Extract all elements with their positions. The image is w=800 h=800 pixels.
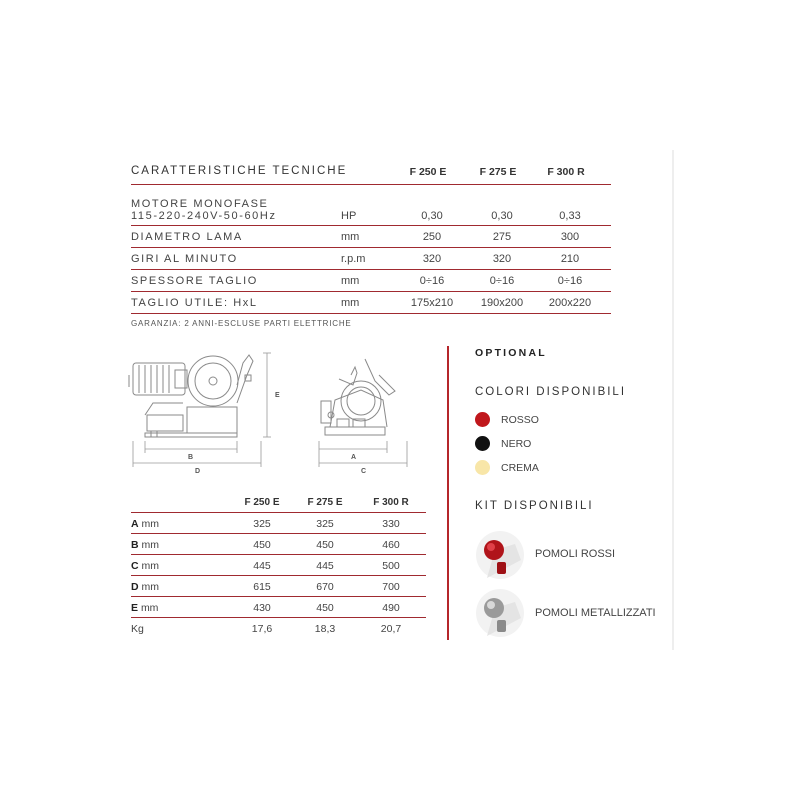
spec-value: 0,30 (491, 210, 513, 222)
spec-value: 0÷16 (557, 275, 583, 287)
spec-row-thickness (131, 270, 611, 292)
dim-value: 490 (382, 602, 400, 614)
spec-row-unit: mm (341, 297, 360, 309)
dim-value: 430 (253, 602, 271, 614)
spec-row-unit: mm (341, 231, 360, 243)
dimensions-header (131, 494, 426, 512)
kits-title: KIT DISPONIBILI (475, 500, 594, 512)
spec-row-label: MOTORE MONOFASE (131, 198, 269, 210)
technical-specs-table (131, 160, 611, 314)
dim-value: 18,3 (314, 623, 336, 635)
dimension-label-a: A (351, 454, 357, 461)
dimension-label-d: D (195, 468, 201, 475)
spec-row-unit: HP (341, 210, 357, 222)
dim-value: 325 (253, 518, 271, 530)
dim-row-label: B mm (131, 539, 160, 551)
spec-value: 275 (492, 231, 512, 243)
dim-value: 17,6 (251, 623, 273, 635)
spec-value: 0÷16 (419, 275, 445, 287)
dim-model-f275e: F 275 E (307, 497, 343, 508)
dim-row-e (131, 597, 426, 618)
dim-row-label: Kg (131, 623, 144, 635)
dim-row-label: E mm (131, 602, 159, 614)
dimension-label-c: C (361, 468, 367, 475)
spec-row-cut (131, 292, 611, 314)
dim-row-c (131, 555, 426, 576)
dim-value: 330 (382, 518, 400, 530)
spec-model-f275e: F 275 E (479, 166, 517, 178)
dim-row-label: C mm (131, 560, 160, 572)
dim-value: 450 (253, 539, 271, 551)
spec-row-sublabel: 115-220-240V-50-60Hz (131, 210, 277, 222)
dim-row-d (131, 576, 426, 597)
dim-model-f250e: F 250 E (244, 497, 280, 508)
spec-value: 190x200 (480, 297, 524, 309)
spec-row-label: GIRI AL MINUTO (131, 253, 238, 265)
color-label-black: NERO (501, 438, 532, 450)
spec-value: 175x210 (410, 297, 454, 309)
color-swatch-red[interactable] (475, 412, 490, 427)
dim-model-f300r: F 300 R (373, 497, 409, 508)
colors-title: COLORI DISPONIBILI (475, 386, 627, 398)
spec-row-unit: mm (341, 275, 360, 287)
dim-value: 460 (382, 539, 400, 551)
spec-value: 0,30 (421, 210, 443, 222)
specs-title: CARATTERISTICHE TECNICHE (131, 165, 348, 177)
spec-row-label: TAGLIO UTILE: HxL (131, 297, 258, 309)
optional-title: OPTIONAL (475, 347, 547, 359)
spec-row-motor (131, 184, 611, 226)
slicer-side-view (321, 359, 395, 435)
dim-value: 500 (382, 560, 400, 572)
warranty-note: GARANZIA: 2 ANNI-ESCLUSE PARTI ELETTRICHE (131, 319, 352, 328)
dim-value: 700 (382, 581, 400, 593)
section-divider (447, 346, 449, 640)
dim-value: 615 (253, 581, 271, 593)
spec-row-rpm (131, 248, 611, 270)
dim-value: 445 (253, 560, 271, 572)
spec-value: 210 (560, 253, 580, 265)
dim-row-label: A mm (131, 518, 160, 530)
spec-value: 320 (422, 253, 442, 265)
slicer-front-view (129, 355, 253, 437)
dimensions-table (131, 494, 426, 638)
spec-value: 0,33 (559, 210, 581, 222)
spec-row-label: SPESSORE TAGLIO (131, 275, 258, 287)
dim-row-weight (131, 618, 426, 638)
spec-value: 250 (422, 231, 442, 243)
red-knob-icon[interactable] (475, 530, 525, 580)
dim-value: 450 (316, 539, 334, 551)
dimension-label-e: E (275, 392, 280, 399)
dimension-label-b: B (188, 454, 194, 461)
specs-header (131, 160, 611, 184)
metal-knob-icon[interactable] (475, 588, 525, 638)
dim-value: 445 (316, 560, 334, 572)
kit-label-metal-knobs: POMOLI METALLIZZATI (535, 607, 656, 619)
dim-value: 20,7 (380, 623, 402, 635)
spec-value: 0÷16 (489, 275, 515, 287)
dim-row-label: D mm (131, 581, 160, 593)
spec-row-blade (131, 226, 611, 248)
dim-value: 670 (316, 581, 334, 593)
kit-label-red-knobs: POMOLI ROSSI (535, 548, 616, 560)
dim-value: 325 (316, 518, 334, 530)
color-swatch-cream[interactable] (475, 460, 490, 475)
dim-row-b (131, 534, 426, 555)
color-label-cream: CREMA (501, 462, 539, 474)
dim-value: 450 (316, 602, 334, 614)
spec-value: 320 (492, 253, 512, 265)
dim-row-a (131, 512, 426, 534)
spec-row-unit: r.p.m (341, 253, 366, 265)
slicer-technical-drawing (125, 345, 430, 480)
page-edge-shade (672, 150, 674, 650)
color-swatch-black[interactable] (475, 436, 490, 451)
color-label-red: ROSSO (501, 414, 539, 426)
spec-model-f300r: F 300 R (547, 166, 585, 178)
spec-row-label: DIAMETRO LAMA (131, 231, 243, 243)
spec-value: 300 (560, 231, 580, 243)
spec-model-f250e: F 250 E (409, 166, 447, 178)
spec-value: 200x220 (548, 297, 592, 309)
